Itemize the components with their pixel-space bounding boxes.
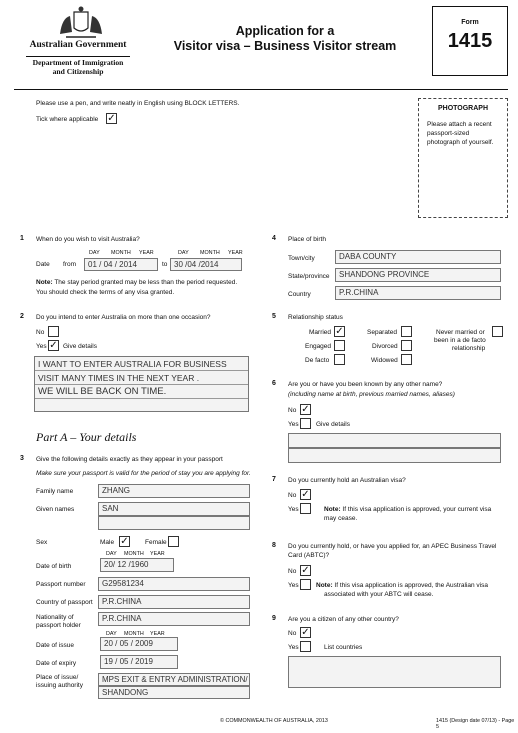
q4-question: Place of birth (288, 236, 326, 243)
q8-no-label: No (288, 568, 297, 575)
place-of-issue-field-2[interactable]: SHANDONG (98, 686, 250, 699)
q2-give-details: Give details (63, 343, 97, 350)
q1-note-text: The stay period granted may be less than the period requested. (54, 279, 238, 286)
q2-no-checkbox[interactable] (48, 326, 59, 337)
q1-date-label: Date (36, 261, 50, 268)
q4-number: 4 (272, 235, 276, 242)
photo-text-2: passport-sized (427, 130, 470, 137)
q9-number: 9 (272, 615, 276, 622)
form-number: 1415 (447, 30, 493, 52)
q8-question-2: Card (ABTC)? (288, 552, 330, 559)
copyright: © COMMONWEALTH OF AUSTRALIA, 2013 (220, 718, 328, 724)
engaged-label: Engaged (305, 343, 332, 350)
q6-yes-checkbox[interactable] (300, 418, 311, 429)
q1-from-year-label: YEAR (139, 250, 154, 256)
birth-country-label: Country (288, 291, 311, 298)
q9-list-label: List countries (324, 644, 363, 651)
q2-no-label: No (36, 329, 45, 336)
q1-from-month-label: MONTH (111, 250, 131, 256)
q1-to-day-label: DAY (178, 250, 189, 256)
q1-question: When do you wish to visit Australia? (36, 236, 140, 243)
photo-text-1: Please attach a recent (427, 121, 492, 128)
q2-line-2[interactable]: VISIT MANY TIMES IN THE NEXT YEAR . (35, 371, 248, 385)
form-title (170, 24, 400, 54)
example-tick-checkbox: ✓ (107, 113, 116, 124)
q6-give-details: Give details (316, 421, 350, 428)
separated-checkbox[interactable] (401, 326, 412, 337)
q5-question: Relationship status (288, 314, 343, 321)
country-of-passport-label: Country of passport (36, 599, 93, 606)
issue-date-field[interactable]: 20 / 05 / 2009 (100, 637, 178, 651)
q1-from-date-field[interactable]: 01 / 04 / 2014 (84, 258, 158, 271)
q3-question: Give the following details exactly as they appear in your passport (36, 456, 223, 463)
given-names-field[interactable]: SAN (98, 502, 250, 516)
q6-no-label: No (288, 407, 297, 414)
female-checkbox[interactable] (168, 536, 179, 547)
part-a-heading: Part A – Your details (36, 430, 137, 444)
expiry-date-label: Date of expiry (36, 660, 77, 667)
divorced-checkbox[interactable] (401, 340, 412, 351)
q2-line-1[interactable]: I WANT TO ENTER AUSTRALIA FOR BUSINESS (35, 357, 248, 371)
q2-yes-label: Yes (36, 343, 47, 350)
given-names-field-2[interactable] (98, 516, 250, 530)
q2-question: Do you intend to enter Australia on more than one occasion? (36, 314, 211, 321)
passport-number-label: Passport number (36, 581, 86, 588)
dob-label: Date of birth (36, 563, 72, 570)
defacto-checkbox[interactable] (334, 354, 345, 365)
dept-line-2: and Citizenship (52, 67, 104, 76)
male-checkbox[interactable]: ✓ (120, 536, 129, 547)
form-number-box (432, 6, 508, 76)
dob-field[interactable]: 20/ 12 /1960 (100, 558, 174, 572)
q6-question: Are you or have you been known by any other name? (288, 381, 443, 388)
q7-no-label: No (288, 492, 297, 499)
q1-note (36, 279, 237, 286)
never-married-label-3: relationship (452, 345, 486, 352)
country-of-passport-field[interactable]: P.R.CHINA (98, 595, 250, 609)
expiry-date-field[interactable]: 19 / 05 / 2019 (100, 655, 178, 669)
q7-note-line2: may cease. (324, 515, 358, 522)
tick-label: Tick where applicable (36, 116, 99, 123)
issue-year-label: YEAR (150, 631, 165, 637)
q1-from-label: from (63, 261, 76, 268)
photo-heading: PHOTOGRAPH (437, 105, 489, 112)
q7-note (324, 506, 491, 513)
q3-subnote: Make sure your passport is valid for the period of stay you are applying for. (36, 470, 251, 477)
q2-details-box[interactable] (34, 356, 249, 412)
page-info: 1415 (Design date 07/13) - Page 5 (436, 718, 515, 730)
nationality-field[interactable]: P.R.CHINA (98, 612, 250, 626)
issue-day-label: DAY (106, 631, 117, 637)
q9-no-label: No (288, 630, 297, 637)
married-label: Married (309, 329, 332, 336)
q7-number: 7 (272, 476, 276, 483)
female-label: Female (145, 539, 167, 546)
dob-day-label: DAY (106, 551, 117, 557)
defacto-label: De facto (305, 357, 330, 364)
sex-label: Sex (36, 539, 48, 546)
birth-state-label: State/province (288, 273, 330, 280)
q6-details-field-2[interactable] (288, 448, 501, 463)
title-line-1: Application for a (235, 24, 335, 38)
divorced-label: Divorced (372, 343, 398, 350)
q2-line-3[interactable]: WE WILL BE BACK ON TIME. (35, 385, 248, 399)
widowed-checkbox[interactable] (401, 354, 412, 365)
q1-note-line2: You should check the terms of any visa granted. (36, 289, 175, 296)
q1-to-year-label: YEAR (228, 250, 243, 256)
widowed-label: Widowed (371, 357, 398, 364)
birth-country-field[interactable]: P.R.CHINA (335, 286, 501, 300)
engaged-checkbox[interactable] (334, 340, 345, 351)
family-name-field[interactable]: ZHANG (98, 484, 250, 498)
q8-note-bold: Note: (316, 582, 333, 589)
given-names-label: Given names (36, 506, 75, 513)
q6-subnote: (including name at birth, previous married names, aliases) (288, 391, 455, 398)
passport-number-field[interactable]: G29581234 (98, 577, 250, 591)
instructions-text: Please use a pen, and write neatly in English using BLOCK LETTERS. (36, 100, 240, 107)
nationality-label-1: Nationality of (36, 614, 74, 621)
place-of-issue-field-1[interactable]: MPS EXIT & ENTRY ADMINISTRATION/ (98, 673, 250, 686)
q9-yes-checkbox[interactable] (300, 641, 311, 652)
q2-yes-checkbox[interactable]: ✓ (49, 340, 58, 351)
form-label: Form (461, 19, 479, 26)
never-married-label-2: been in a de facto (434, 337, 486, 344)
q9-yes-label: Yes (288, 644, 299, 651)
issue-date-label: Date of issue (36, 642, 74, 649)
q8-question-1: Do you currently hold, or have you applied for, an APEC Business Travel (288, 543, 497, 550)
married-checkbox[interactable]: ✓ (335, 326, 344, 337)
q7-yes-checkbox[interactable] (300, 503, 311, 514)
q1-number: 1 (20, 235, 24, 242)
q6-no-checkbox[interactable]: ✓ (301, 404, 310, 415)
q7-note-text: If this visa application is approved, your current visa (342, 506, 492, 513)
header-divider (26, 56, 130, 57)
q7-yes-label: Yes (288, 506, 299, 513)
q6-yes-label: Yes (288, 421, 299, 428)
q1-from-day-label: DAY (89, 250, 100, 256)
q9-countries-field[interactable] (288, 656, 501, 688)
male-label: Male (100, 539, 115, 546)
q8-note-line2: associated with your ABTC will cease. (324, 591, 434, 598)
q6-details-field-1[interactable] (288, 433, 501, 448)
birth-town-field[interactable]: DABA COUNTY (335, 250, 501, 264)
dob-year-label: YEAR (150, 551, 165, 557)
dob-month-label: MONTH (124, 551, 144, 557)
birth-state-field[interactable]: SHANDONG PROVINCE (335, 268, 501, 282)
government-name: Australian Government (29, 40, 127, 50)
q5-number: 5 (272, 313, 276, 320)
never-married-label-1: Never married or (436, 329, 485, 336)
q8-yes-checkbox[interactable] (300, 579, 311, 590)
place-of-issue-label-2: issuing authority (36, 682, 83, 689)
q7-no-checkbox[interactable]: ✓ (301, 489, 310, 500)
q6-number: 6 (272, 380, 276, 387)
q7-note-bold: Note: (324, 506, 341, 513)
nationality-label-2: passport holder (36, 622, 81, 629)
photo-box (418, 98, 508, 218)
place-of-issue-label-1: Place of issue/ (36, 674, 79, 681)
q8-note-text: If this visa application is approved, the Australian visa (334, 582, 488, 589)
q2-line-4[interactable] (35, 399, 248, 411)
title-line-2: Visitor visa – Business Visitor stream (173, 39, 397, 53)
q8-note (316, 582, 488, 589)
q7-question: Do you currently hold an Australian visa? (288, 477, 406, 484)
never-married-checkbox[interactable] (492, 326, 503, 337)
q8-no-checkbox[interactable]: ✓ (301, 565, 310, 576)
header-rule (14, 89, 508, 90)
q8-number: 8 (272, 542, 276, 549)
photo-text-3: photograph of yourself. (427, 139, 494, 146)
q8-yes-label: Yes (288, 582, 299, 589)
q1-to-month-label: MONTH (200, 250, 220, 256)
q3-number: 3 (20, 455, 24, 462)
q9-question: Are you a citizen of any other country? (288, 616, 399, 623)
separated-label: Separated (367, 329, 397, 336)
issue-month-label: MONTH (124, 631, 144, 637)
q2-number: 2 (20, 313, 24, 320)
q1-to-label: to (162, 261, 168, 268)
department-name (18, 58, 138, 76)
family-name-label: Family name (36, 488, 74, 495)
dept-line-1: Department of Immigration (32, 58, 124, 67)
birth-town-label: Town/city (288, 255, 315, 262)
q1-note-bold: Note: (36, 279, 53, 286)
q9-no-checkbox[interactable]: ✓ (301, 627, 310, 638)
q1-to-date-field[interactable]: 30 /04 /2014 (170, 258, 242, 271)
coat-of-arms-icon (56, 6, 106, 40)
